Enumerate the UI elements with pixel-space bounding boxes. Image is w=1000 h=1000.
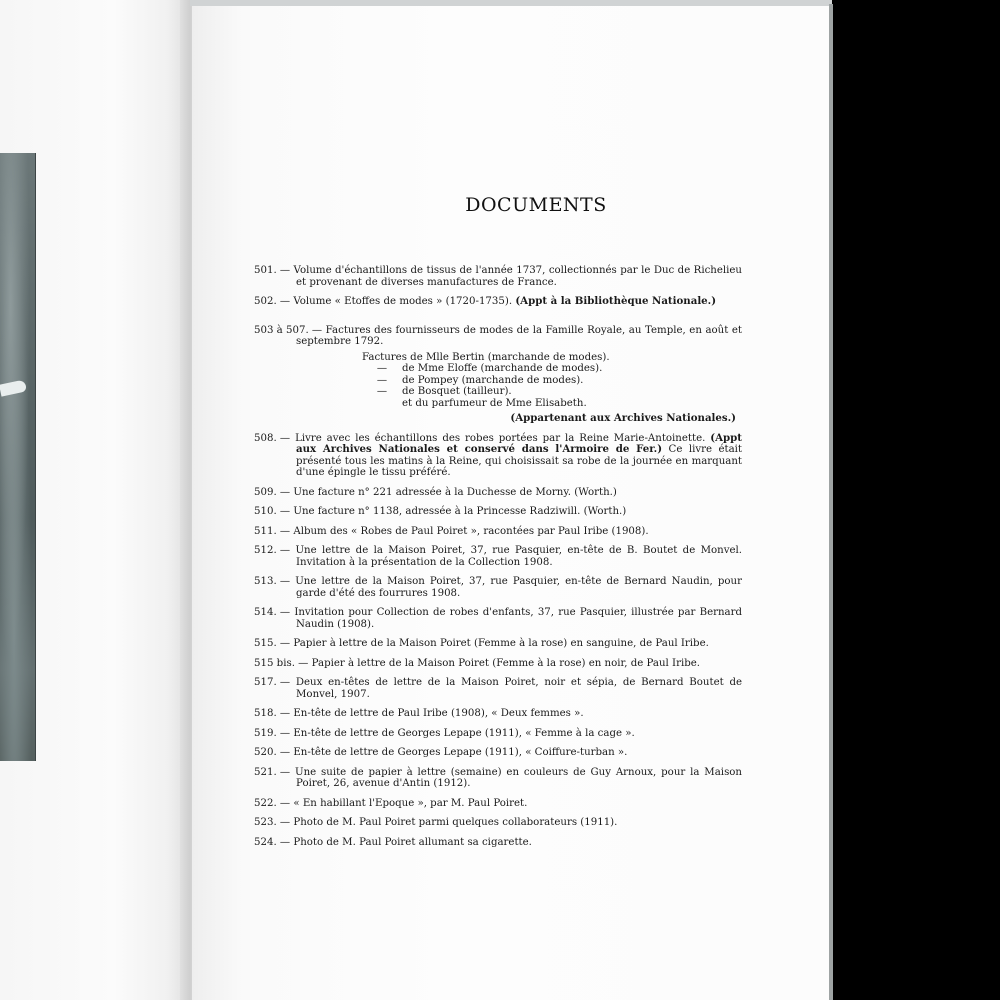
sub-item: — de Pompey (marchande de modes). [362,375,742,387]
entry-524 [254,837,742,849]
entry-513 [254,576,742,599]
entry-number: 508. — [254,432,291,444]
entry-number: 502. — [254,296,291,307]
entry-510 [254,506,742,518]
entry-text: Une lettre de la Maison Poiret, 37, rue Pasquier, en-tête de Bernard Naudin, pour garde d'été des fourrures 1908. [295,576,742,599]
entry-515 [254,638,742,650]
entry-text: En-tête de lettre de Georges Lepape (1911), « Femme à la cage ». [293,727,635,739]
ditto-dash: — [376,363,388,374]
entry-text: Volume « Etoffes de modes » (1720-1735). [293,296,513,307]
sub-item: — de Mme Eloffe (marchande de modes). [362,363,742,375]
entry-text: Factures des fournisseurs de modes de la Famille Royale, au Temple, en août et septembre 1792. [296,324,742,347]
entry-number: 503 à 507. — [254,324,323,336]
entry-text: Papier à lettre de la Maison Poiret (Femme à la rose) en sanguine, de Paul Iribe. [293,638,709,649]
entry-521 [254,767,742,790]
entry-number: 510. — [254,506,291,517]
document-list [254,265,742,856]
entry-503-507 [254,325,742,425]
entry-501 [254,265,742,288]
entry-text: Une suite de papier à lettre (semaine) en couleurs de Guy Arnoux, pour la Maison Poiret, 26, avenue d'Antin (1912). [294,766,742,789]
entry-518 [254,708,742,720]
entry-number: 515. — [254,638,291,649]
entry-holder: (Appt aux Archives Nationales et conservé dans l'Armoire de Fer.) [296,431,742,455]
entry-text: Photo de M. Paul Poiret parmi quelques collaborateurs (1911). [293,817,618,828]
entry-number: 519. — [254,727,291,739]
entry-text: Album des « Robes de Paul Poiret », racontées par Paul Iribe (1908). [293,525,649,537]
entry-517 [254,677,742,700]
entry-number: 520. — [254,747,291,758]
entry-text: « En habillant l'Epoque », par M. Paul Poiret. [293,797,528,809]
entry-515-bis [254,658,742,670]
sub-item: et du parfumeur de Mme Elisabeth. [402,397,587,409]
entry-512 [254,545,742,568]
entry-number: 514. — [254,607,291,618]
entry-text: Photo de M. Paul Poiret allumant sa cigarette. [293,836,532,848]
ditto-dash: — [376,386,388,397]
entry-attribution: (Appartenant aux Archives Nationales.) [510,412,736,424]
entry-number: 512. — [254,545,291,556]
entry-holder: (Appt à la Bibliothèque Nationale.) [515,295,717,307]
entry-number: 515 bis. — [254,657,309,669]
entry-text: Invitation pour Collection de robes d'enfants, 37, rue Pasquier, illustrée par Bernard Naudin (1908). [294,607,742,630]
ditto-dash: — [376,374,388,386]
entry-519 [254,728,742,740]
hand-detail [0,379,27,396]
entry-text: En-tête de lettre de Georges Lepape (1911), « Coiffure-turban ». [293,747,628,758]
entry-523 [254,817,742,829]
entry-number: 513. — [254,576,291,587]
sub-item: — de Bosquet (tailleur). [362,386,742,398]
page-title: DOCUMENTS [465,194,607,216]
entry-number: 524. — [254,836,291,848]
entry-text: Une facture n° 221 adressée à la Duchesse de Morny. (Worth.) [293,486,617,498]
invoice-sub-list [362,352,742,410]
photograph [0,153,36,761]
entry-508 [254,433,742,479]
right-page [192,6,830,1000]
entry-number: 517. — [254,677,291,688]
entry-number: 523. — [254,817,291,828]
page-edge [829,4,833,1000]
entry-number: 511. — [254,525,291,537]
entry-number: 501. — [254,265,291,276]
entry-number: 521. — [254,766,291,778]
sub-item: Factures de Mlle Bertin (marchande de modes). [362,351,610,363]
entry-502 [254,296,742,308]
entry-511 [254,526,742,538]
entry-514 [254,607,742,630]
entry-number: 522. — [254,797,291,809]
entry-509 [254,487,742,499]
entry-text: Livre avec les échantillons des robes portées par la Reine Marie-Antoinette. [295,432,706,444]
entry-text: Deux en-têtes de lettre de la Maison Poiret, noir et sépia, de Bernard Boutet de Monvel, 1907. [295,677,742,700]
entry-text-continued: Ce livre était présenté tous les matins à la Reine, qui choisissait sa robe de la journée en marquant d'une épingle le tissu préféré. [296,444,742,478]
entry-522 [254,798,742,810]
entry-text: Volume d'échantillons de tissus de l'année 1737, collectionnés par le Duc de Richelieu et provenant de diverses manufactures de France. [293,265,742,288]
left-page [0,0,190,1000]
entry-text: En-tête de lettre de Paul Iribe (1908), « Deux femmes ». [293,708,584,719]
entry-text: Une facture n° 1138, adressée à la Princesse Radziwill. (Worth.) [293,506,627,517]
entry-text: Une lettre de la Maison Poiret, 37, rue Pasquier, en-tête de B. Boutet de Monvel. Invitation à la présentation de la Collection 1908. [295,545,742,568]
entry-number: 509. — [254,486,291,498]
entry-520 [254,747,742,759]
entry-text: Papier à lettre de la Maison Poiret (Femme à la rose) en noir, de Paul Iribe. [311,657,700,669]
entry-number: 518. — [254,708,291,719]
